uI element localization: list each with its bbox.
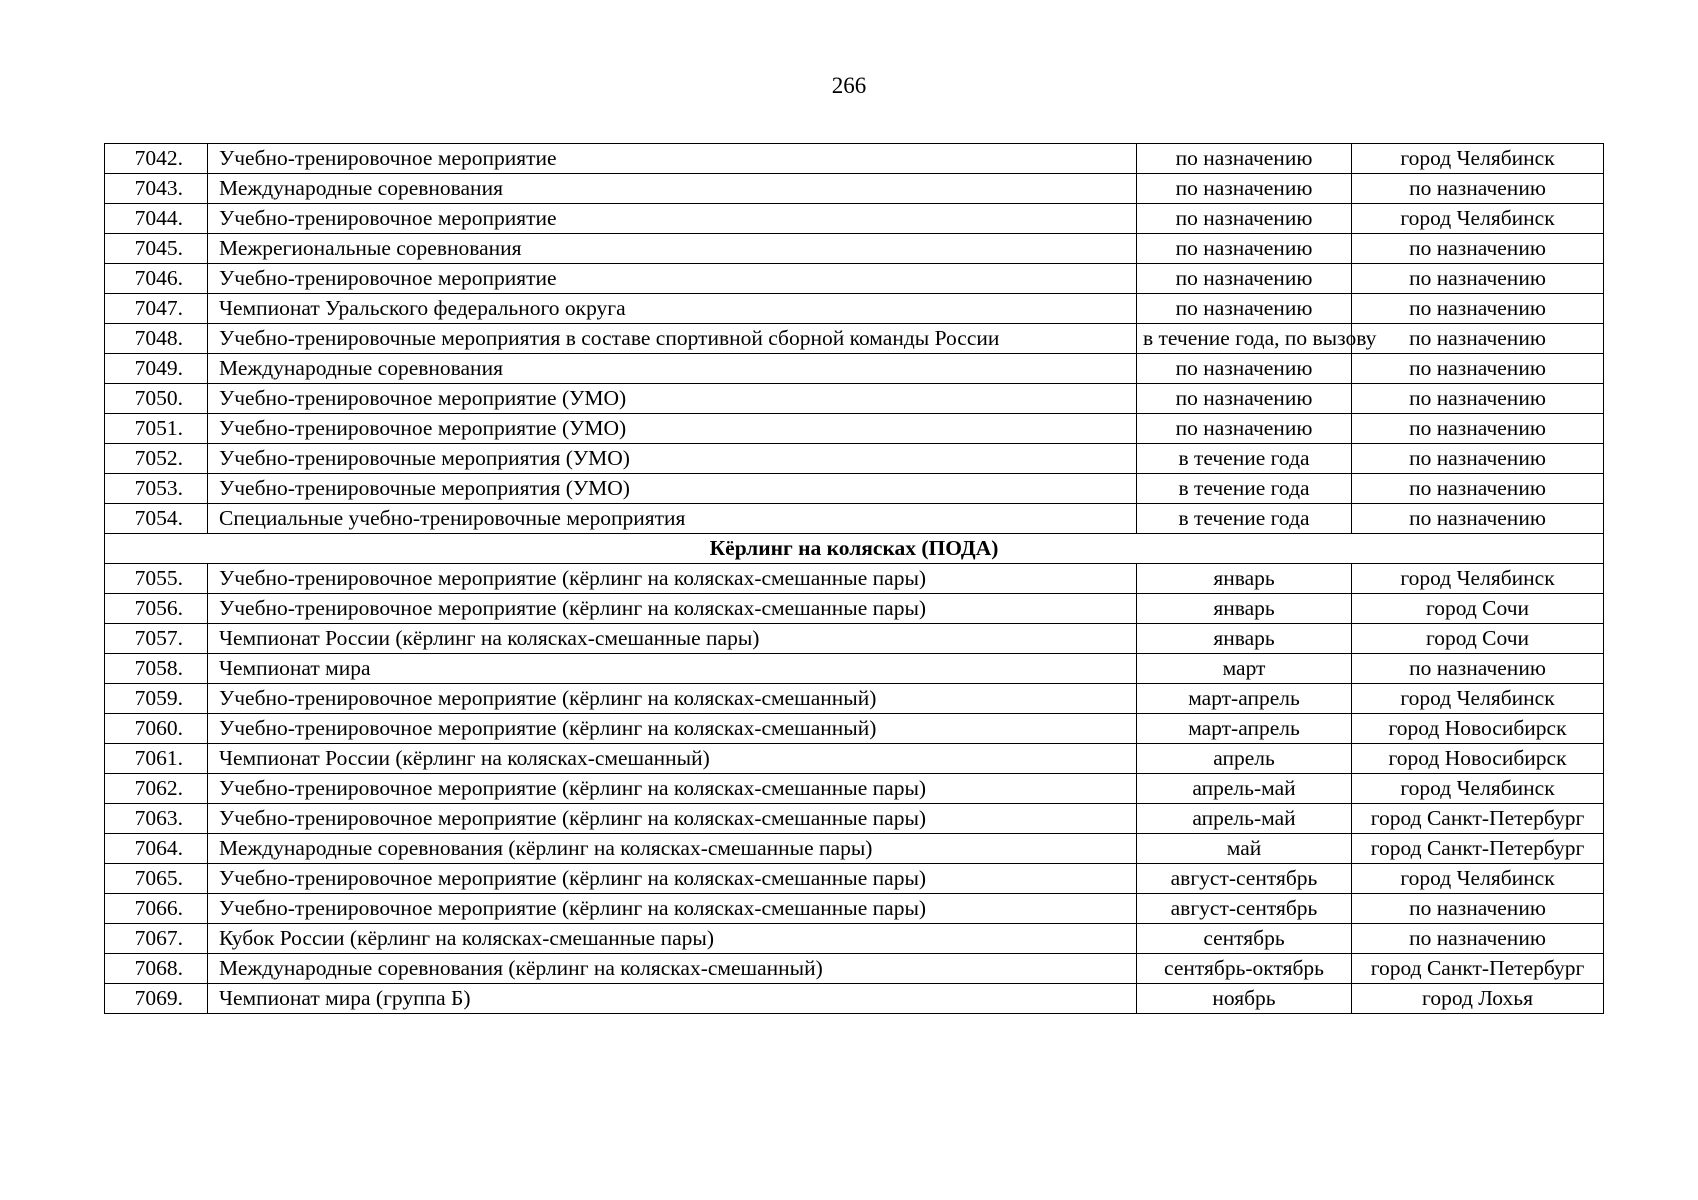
table-row — [105, 444, 1604, 474]
event-date-cell: март-апрель — [1137, 684, 1352, 714]
table-row — [105, 834, 1604, 864]
event-name-cell: Учебно-тренировочное мероприятие — [208, 204, 1137, 234]
event-number-cell: 7069. — [105, 984, 208, 1014]
event-number-cell: 7056. — [105, 594, 208, 624]
event-date-cell: по назначению — [1137, 144, 1352, 174]
section-title: Кёрлинг на колясках (ПОДА) — [105, 534, 1604, 564]
event-date-cell: по назначению — [1137, 414, 1352, 444]
event-number-cell: 7042. — [105, 144, 208, 174]
event-place-cell: по назначению — [1352, 444, 1604, 474]
event-name-cell: Международные соревнования — [208, 354, 1137, 384]
table-row — [105, 564, 1604, 594]
table-row — [105, 264, 1604, 294]
event-place-cell: по назначению — [1352, 174, 1604, 204]
event-date-cell: в течение года — [1137, 444, 1352, 474]
event-date-cell: по назначению — [1137, 234, 1352, 264]
event-number-cell: 7066. — [105, 894, 208, 924]
table-row — [105, 954, 1604, 984]
event-name-cell: Учебно-тренировочное мероприятие (кёрлинг на колясках-смешанные пары) — [208, 864, 1137, 894]
table-row — [105, 474, 1604, 504]
events-table-body — [105, 144, 1604, 1014]
event-date-cell: август-сентябрь — [1137, 894, 1352, 924]
event-number-cell: 7049. — [105, 354, 208, 384]
event-date-cell: январь — [1137, 594, 1352, 624]
event-date-cell: ноябрь — [1137, 984, 1352, 1014]
event-date-cell: апрель — [1137, 744, 1352, 774]
event-place-cell: по назначению — [1352, 504, 1604, 534]
event-number-cell: 7055. — [105, 564, 208, 594]
event-place-cell: по назначению — [1352, 894, 1604, 924]
event-place-cell: по назначению — [1352, 264, 1604, 294]
event-name-cell: Чемпионат России (кёрлинг на колясках-смешанный) — [208, 744, 1137, 774]
event-number-cell: 7044. — [105, 204, 208, 234]
event-place-cell: по назначению — [1352, 384, 1604, 414]
table-row — [105, 984, 1604, 1014]
event-name-cell: Международные соревнования — [208, 174, 1137, 204]
event-number-cell: 7053. — [105, 474, 208, 504]
event-name-cell: Учебно-тренировочное мероприятие (кёрлинг на колясках-смешанные пары) — [208, 564, 1137, 594]
event-date-cell: в течение года — [1137, 474, 1352, 504]
event-name-cell: Учебно-тренировочное мероприятие (УМО) — [208, 414, 1137, 444]
event-name-cell: Учебно-тренировочные мероприятия в составе спортивной сборной команды России — [208, 324, 1137, 354]
event-number-cell: 7057. — [105, 624, 208, 654]
table-row — [105, 864, 1604, 894]
event-place-cell: по назначению — [1352, 924, 1604, 954]
table-row — [105, 684, 1604, 714]
event-place-cell: по назначению — [1352, 414, 1604, 444]
event-place-cell: по назначению — [1352, 234, 1604, 264]
event-place-cell: город Лохья — [1352, 984, 1604, 1014]
event-date-cell: август-сентябрь — [1137, 864, 1352, 894]
event-name-cell: Чемпионат мира (группа Б) — [208, 984, 1137, 1014]
table-row — [105, 924, 1604, 954]
table-row — [105, 504, 1604, 534]
event-place-cell: город Новосибирск — [1352, 714, 1604, 744]
event-number-cell: 7051. — [105, 414, 208, 444]
event-date-cell: сентябрь — [1137, 924, 1352, 954]
event-place-cell: по назначению — [1352, 294, 1604, 324]
event-date-cell: по назначению — [1137, 384, 1352, 414]
event-place-cell: по назначению — [1352, 354, 1604, 384]
event-place-cell: город Челябинск — [1352, 684, 1604, 714]
table-row — [105, 324, 1604, 354]
event-date-cell: май — [1137, 834, 1352, 864]
table-row — [105, 744, 1604, 774]
table-row — [105, 204, 1604, 234]
event-name-cell: Специальные учебно-тренировочные мероприятия — [208, 504, 1137, 534]
event-name-cell: Учебно-тренировочное мероприятие (кёрлинг на колясках-смешанные пары) — [208, 804, 1137, 834]
event-date-cell: по назначению — [1137, 354, 1352, 384]
table-row — [105, 354, 1604, 384]
table-row — [105, 144, 1604, 174]
event-date-cell: сентябрь-октябрь — [1137, 954, 1352, 984]
event-name-cell: Чемпионат России (кёрлинг на колясках-смешанные пары) — [208, 624, 1137, 654]
event-name-cell: Учебно-тренировочное мероприятие — [208, 144, 1137, 174]
event-number-cell: 7045. — [105, 234, 208, 264]
event-number-cell: 7061. — [105, 744, 208, 774]
event-place-cell: город Челябинск — [1352, 144, 1604, 174]
event-name-cell: Международные соревнования (кёрлинг на колясках-смешанный) — [208, 954, 1137, 984]
table-row — [105, 234, 1604, 264]
event-date-cell: по назначению — [1137, 294, 1352, 324]
event-name-cell: Учебно-тренировочное мероприятие — [208, 264, 1137, 294]
event-name-cell: Учебно-тренировочное мероприятие (УМО) — [208, 384, 1137, 414]
event-number-cell: 7060. — [105, 714, 208, 744]
table-row — [105, 294, 1604, 324]
page-number: 266 — [831, 73, 867, 98]
event-number-cell: 7048. — [105, 324, 208, 354]
event-name-cell: Учебно-тренировочное мероприятие (кёрлинг на колясках-смешанный) — [208, 714, 1137, 744]
event-place-cell: город Челябинск — [1352, 774, 1604, 804]
event-number-cell: 7067. — [105, 924, 208, 954]
table-row — [105, 714, 1604, 744]
event-date-cell: по назначению — [1137, 174, 1352, 204]
event-place-cell: по назначению — [1352, 654, 1604, 684]
table-row — [105, 594, 1604, 624]
event-place-cell: по назначению — [1352, 324, 1604, 354]
events-table — [104, 143, 1604, 1014]
event-date-cell: апрель-май — [1137, 774, 1352, 804]
table-row — [105, 624, 1604, 654]
event-place-cell: город Санкт-Петербург — [1352, 834, 1604, 864]
event-number-cell: 7059. — [105, 684, 208, 714]
event-name-cell: Кубок России (кёрлинг на колясках-смешанные пары) — [208, 924, 1137, 954]
event-number-cell: 7058. — [105, 654, 208, 684]
event-name-cell: Учебно-тренировочное мероприятие (кёрлинг на колясках-смешанные пары) — [208, 774, 1137, 804]
event-name-cell: Учебно-тренировочное мероприятие (кёрлинг на колясках-смешанные пары) — [208, 894, 1137, 924]
table-row — [105, 654, 1604, 684]
event-number-cell: 7062. — [105, 774, 208, 804]
event-place-cell: город Санкт-Петербург — [1352, 954, 1604, 984]
event-number-cell: 7046. — [105, 264, 208, 294]
event-number-cell: 7068. — [105, 954, 208, 984]
event-place-cell: город Сочи — [1352, 594, 1604, 624]
event-number-cell: 7064. — [105, 834, 208, 864]
event-name-cell: Учебно-тренировочные мероприятия (УМО) — [208, 444, 1137, 474]
event-place-cell: город Санкт-Петербург — [1352, 804, 1604, 834]
event-place-cell: по назначению — [1352, 474, 1604, 504]
event-number-cell: 7050. — [105, 384, 208, 414]
event-name-cell: Чемпионат мира — [208, 654, 1137, 684]
event-place-cell: город Челябинск — [1352, 564, 1604, 594]
table-row — [105, 804, 1604, 834]
event-number-cell: 7063. — [105, 804, 208, 834]
event-date-cell: в течение года — [1137, 504, 1352, 534]
event-date-cell: по назначению — [1137, 204, 1352, 234]
event-number-cell: 7054. — [105, 504, 208, 534]
event-place-cell: город Сочи — [1352, 624, 1604, 654]
event-date-cell: март-апрель — [1137, 714, 1352, 744]
event-date-cell: январь — [1137, 624, 1352, 654]
table-row — [105, 894, 1604, 924]
event-date-cell: в течение года, по вызову — [1137, 324, 1352, 354]
event-name-cell: Чемпионат Уральского федерального округа — [208, 294, 1137, 324]
table-row — [105, 774, 1604, 804]
event-place-cell: город Челябинск — [1352, 204, 1604, 234]
table-row — [105, 414, 1604, 444]
event-name-cell: Межрегиональные соревнования — [208, 234, 1137, 264]
section-header-row — [105, 534, 1604, 564]
event-place-cell: город Челябинск — [1352, 864, 1604, 894]
event-number-cell: 7043. — [105, 174, 208, 204]
event-date-cell: январь — [1137, 564, 1352, 594]
event-number-cell: 7047. — [105, 294, 208, 324]
event-name-cell: Международные соревнования (кёрлинг на колясках-смешанные пары) — [208, 834, 1137, 864]
event-number-cell: 7065. — [105, 864, 208, 894]
event-date-cell: март — [1137, 654, 1352, 684]
event-date-cell: по назначению — [1137, 264, 1352, 294]
event-name-cell: Учебно-тренировочное мероприятие (кёрлинг на колясках-смешанный) — [208, 684, 1137, 714]
event-name-cell: Учебно-тренировочное мероприятие (кёрлинг на колясках-смешанные пары) — [208, 594, 1137, 624]
event-place-cell: город Новосибирск — [1352, 744, 1604, 774]
event-date-cell: апрель-май — [1137, 804, 1352, 834]
event-number-cell: 7052. — [105, 444, 208, 474]
table-row — [105, 174, 1604, 204]
table-row — [105, 384, 1604, 414]
event-name-cell: Учебно-тренировочные мероприятия (УМО) — [208, 474, 1137, 504]
